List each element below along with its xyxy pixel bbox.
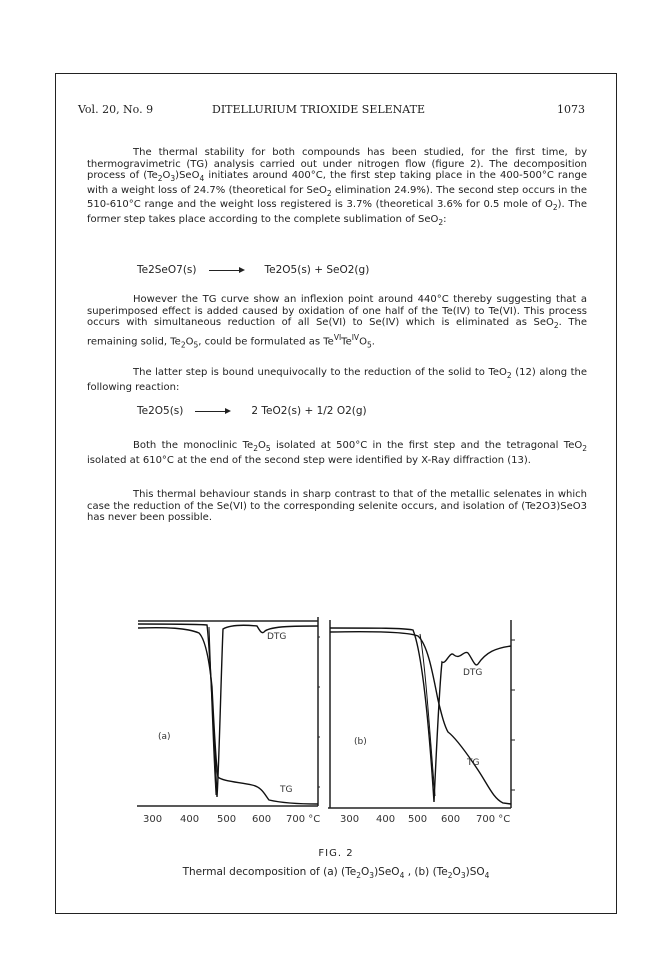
paragraph-4: Both the monoclinic $Te_2O_5$ isolated at 500°C in the first step and the tetragonal TeO$_2$ isolated at 610°C at the end of the second step were identified by X-Ray diffraction (13). <box>87 440 587 466</box>
tick-a-400: 400 <box>180 814 200 825</box>
paragraph-3: The latter step is bound unequivocally to the reduction of the solid to TeO$_2$ (12) along the following reaction: <box>87 367 588 393</box>
tg-label-a: TG <box>280 785 293 795</box>
tick-b-400: 400 <box>376 814 396 825</box>
dtg-label-b: DTG <box>463 668 483 678</box>
tick-b-600: 600 <box>441 814 461 825</box>
panel-a-plot <box>137 617 320 809</box>
paragraph-5: This thermal behaviour stands in sharp contrast to that of the metallic selenates in which case the reduction of the Se(VI) to the corresponding selenite occurs, and isolation of (Te2O3)SeO3 has never been possible. <box>87 489 587 524</box>
figure-number: FIG. 2 <box>318 848 354 859</box>
eq1-products: Te2O5(s) + SeO2(g) <box>264 264 370 276</box>
tick-a-700: 700 °C <box>286 814 321 825</box>
tick-a-300: 300 <box>143 814 163 825</box>
arrow-icon <box>209 270 243 271</box>
panel-b-plot <box>328 620 518 812</box>
figure-panel-b <box>328 620 518 812</box>
eq1-reactant: Te2SeO7(s) <box>137 264 197 276</box>
arrow-icon <box>195 411 229 412</box>
figure-panel-a <box>137 617 320 809</box>
tick-b-700: 700 °C <box>476 814 511 825</box>
panel-a-label: (a) <box>158 732 171 742</box>
tick-a-500: 500 <box>217 814 237 825</box>
page-number: 1073 <box>557 103 585 116</box>
equation-1 <box>137 264 369 276</box>
figure-caption: Thermal decomposition of (a) $(Te_2O_3)SeO_4$ , (b) $(Te_2O_3)SO_4$ <box>182 866 490 881</box>
dtg-label-a: DTG <box>267 632 287 642</box>
running-title: DITELLURIUM TRIOXIDE SELENATE <box>212 103 426 116</box>
paragraph-1: The thermal stability for both compounds has been studied, for the first time, by thermogravimetric (TG) analysis carried out under nitrogen flow (figure 2). The decomposition process of $(Te_2O_3)SeO_4$ initiates around 400°C, the first step taking place in the 400-500°C range with a weight loss of 24.7% (theoretical for SeO$_2$ elimination 24.9%). The second step occurs in the 510-610°C range and the weight loss registered is 3.7% (theoretical 3.6% for 0.5 mole of $O_2$). The former step takes place according to the complete sublimation of SeO$_2$: <box>87 147 588 227</box>
tick-b-500: 500 <box>408 814 428 825</box>
panel-b-label: (b) <box>354 737 367 747</box>
equation-2 <box>137 405 367 417</box>
tick-b-300: 300 <box>340 814 360 825</box>
journal-volume: Vol. 20, No. 9 <box>78 103 154 116</box>
tick-a-600: 600 <box>252 814 272 825</box>
paragraph-2: However the TG curve show an inflexion point around 440°C thereby suggesting that a superimposed effect is added caused by oxidation of one half of the Te(IV) to Te(VI). This process occurs with simultaneous reduction of all Se(VI) to Se(IV) which is eliminated as SeO$_2$. The remaining solid, $Te_2O_5$, could be formulated as $Te^{VI}Te^{IV}O_5$. <box>87 294 587 350</box>
eq2-products: 2 TeO2(s) + 1/2 O2(g) <box>251 405 367 417</box>
tg-label-b: TG <box>467 758 480 768</box>
eq2-reactant: Te2O5(s) <box>137 405 184 417</box>
